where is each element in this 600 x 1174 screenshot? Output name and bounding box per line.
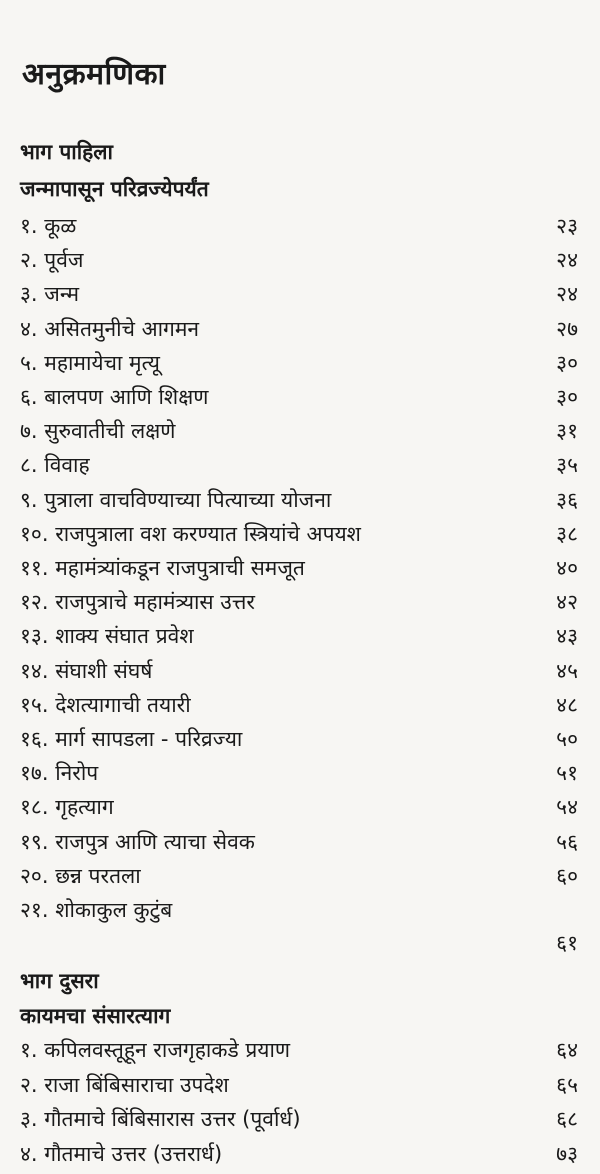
toc-entry-label: ५. महामायेचा मृत्यू — [20, 350, 160, 375]
toc-entry-page: ५६ — [556, 829, 578, 854]
toc-entry-label: ११. महामंत्र्यांकडून राजपुत्राची समजूत — [20, 556, 305, 580]
toc-entry — [20, 1034, 586, 1066]
toc-entry-page: ५४ — [556, 795, 578, 820]
toc-entry-label: ६. बालपण आणि शिक्षण — [20, 385, 209, 409]
toc-entry — [20, 381, 586, 413]
toc-entry — [20, 484, 586, 516]
toc-entry-label: १५. देशत्यागाची तयारी — [20, 692, 191, 717]
toc-entry-label: १८. गृहत्याग — [20, 795, 114, 820]
toc-entry-label: १. कूळ — [20, 214, 77, 238]
toc-entry-label: १९. राजपुत्र आणि त्याचा सेवक — [20, 829, 255, 854]
toc-entry — [20, 689, 586, 721]
toc-entry-page: ७३ — [556, 1141, 578, 1166]
toc-entry-label: १६. मार्ग सापडला - परिव्रज्या — [20, 727, 243, 751]
toc-entry — [20, 586, 586, 618]
part2-subtitle: कायमचा संसारत्याग — [20, 1004, 171, 1028]
toc-entry — [20, 826, 586, 858]
toc-entry-page: २३ — [556, 214, 578, 238]
toc-entry-label: ३. गौतमाचे बिंबिसारास उत्तर (पूर्वार्ध) — [20, 1107, 301, 1131]
toc-entry — [20, 620, 586, 652]
toc-entry — [20, 894, 586, 926]
toc-entry-label: ४. गौतमाचे उत्तर (उत्तरार्ध) — [20, 1141, 223, 1166]
toc-entry-label: १४. संघाशी संघर्ष — [20, 658, 153, 683]
toc-entry — [20, 757, 586, 789]
part1-title: भाग पाहिला — [20, 140, 113, 164]
toc-entry-page: ६५ — [556, 1072, 578, 1097]
toc-entry-label: ९. पुत्राला वाचविण्याच्या पित्याच्या योजना — [20, 487, 332, 512]
toc-entry — [20, 1138, 586, 1170]
toc-entry-page: ५० — [556, 727, 578, 751]
toc-entry-page: २७ — [556, 316, 578, 341]
toc-entry-page: ३५ — [556, 453, 578, 478]
toc-entry-page: ३८ — [556, 521, 578, 546]
toc-entry — [20, 1103, 586, 1135]
toc-entry-label: १. कपिलवस्तूहून राजगृहाकडे प्रयाण — [20, 1038, 291, 1062]
toc-entry-label: ४. असितमुनीचे आगमन — [20, 316, 200, 341]
toc-entry-page: ३६ — [556, 487, 578, 512]
toc-entry — [20, 210, 586, 242]
toc-entry — [20, 1069, 586, 1101]
toc-entry-label: २. पूर्वज — [20, 248, 84, 273]
toc-entry-label: २०. छन्न परतला — [20, 863, 141, 888]
toc-entry-page: ६० — [556, 863, 578, 888]
toc-entry — [20, 313, 586, 345]
toc-entry-page: ६४ — [556, 1038, 578, 1062]
toc-entry — [20, 415, 586, 447]
toc-entry-page: ४८ — [556, 692, 578, 717]
toc-entry — [20, 518, 586, 550]
page-title: अनुक्रमणिका — [22, 57, 166, 92]
toc-entry-page: ३० — [556, 385, 578, 409]
toc-entry-page: ३० — [556, 350, 578, 375]
toc-entry-label: २. राजा बिंबिसाराचा उपदेश — [20, 1072, 229, 1097]
part1-trailing-page: ६१ — [556, 931, 578, 955]
toc-entry — [20, 552, 586, 584]
toc-entry-page: ४० — [556, 556, 578, 580]
toc-entry-label: १३. शाक्य संघात प्रवेश — [20, 624, 194, 649]
toc-entry-page: ४५ — [556, 658, 578, 683]
toc-entry — [20, 244, 586, 276]
toc-entry-page: २४ — [556, 248, 578, 273]
toc-entry-label: ८. विवाह — [20, 453, 90, 478]
toc-entry-label: १२. राजपुत्राचे महामंत्र्यास उत्तर — [20, 590, 255, 615]
toc-entry — [20, 449, 586, 481]
toc-entry-page: ५१ — [556, 761, 578, 786]
toc-entry-label: २१. शोकाकुल कुटुंब — [20, 898, 173, 922]
toc-entry — [20, 791, 586, 823]
toc-entry — [20, 655, 586, 687]
toc-entry-page: ३१ — [556, 419, 578, 444]
toc-entry-label: १७. निरोप — [20, 761, 99, 786]
toc-entry — [20, 723, 586, 755]
toc-entry — [20, 860, 586, 892]
toc-entry — [20, 347, 586, 379]
toc-entry-label: १०. राजपुत्राला वश करण्यात स्त्रियांचे अपयश — [20, 521, 361, 546]
toc-entry-page: ४२ — [556, 590, 578, 615]
toc-entry-page: २४ — [556, 282, 578, 307]
toc-entry-label: ३. जन्म — [20, 282, 80, 307]
toc-entry-page: ६८ — [556, 1107, 578, 1131]
toc-entry-page: ४३ — [556, 624, 578, 649]
toc-entry — [20, 278, 586, 310]
part1-subtitle: जन्मापासून परिव्रज्येपर्यंत — [20, 177, 209, 201]
toc-entry-label: ७. सुरुवातीची लक्षणे — [20, 419, 176, 444]
part2-title: भाग दुसरा — [20, 969, 99, 993]
